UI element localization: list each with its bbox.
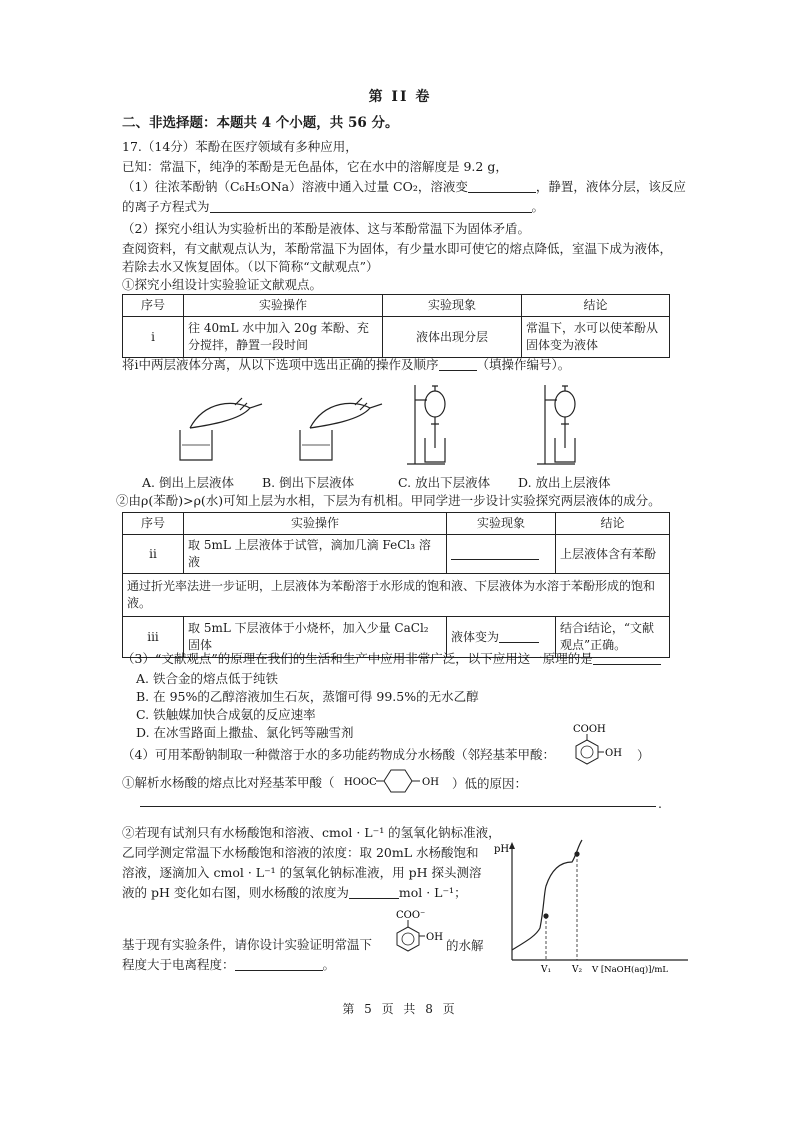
q17-part4-3-text-b: 的水解 — [446, 938, 484, 953]
option-d: D. 放出上层液体 — [518, 475, 611, 490]
answer-blank-hydrolysis[interactable] — [235, 957, 323, 971]
q17-part4-3-text-a: 基于现有实验条件，请你设计实验证明常温下 — [122, 937, 373, 952]
section-heading: 二、非选择题：本题共 4 个小题，共 56 分。 — [122, 115, 399, 131]
table-header-cell: 序号 — [123, 513, 184, 535]
choice-a: A. 铁合金的熔点低于纯铁 — [136, 671, 278, 686]
table-cell-op: 取 5mL 上层液体于试管，滴加几滴 FeCl₃ 溶液 — [184, 535, 447, 574]
table-cell-obs: 液体出现分层 — [383, 317, 522, 358]
q17-part4-2-c: 溶液，逐滴加入 cmol · L⁻¹ 的氢氧化钠标准液，用 pH 探头测溶 — [122, 865, 482, 880]
page-footer: 第 5 页 共 8 页 — [342, 1002, 458, 1016]
table-header-row — [123, 295, 670, 317]
q17-part4-2-text-d: 液的 pH 变化如右图，则水杨酸的浓度为 — [122, 885, 349, 900]
coo-label: COO⁻ — [396, 910, 426, 921]
beaker-pour-upper-icon — [180, 398, 262, 460]
q17-part4-2-text-e: mol · L⁻¹； — [398, 885, 467, 900]
table-cell-no: iii — [123, 617, 184, 658]
q17-part2-d: ①探究小组设计实验验证文献观点。 — [122, 277, 323, 292]
salicylic-acid-structure — [565, 722, 635, 768]
q17-part1-text-b: ，静置，液体分层，该反应 — [535, 179, 686, 194]
experiment-table-1 — [122, 294, 670, 358]
table-header-row — [123, 513, 670, 535]
q17-part2-b: 查阅资料，有文献观点认为，苯酚常温下为固体，有少量水即可使它的熔点降低，室温下成为液体， — [122, 241, 673, 256]
table-header-cell: 实验操作 — [184, 295, 383, 317]
q17-part4-2-b: 乙同学测定常温下水杨酸饱和溶液的浓度：取 20mL 水杨酸饱和 — [122, 845, 479, 860]
answer-blank-change[interactable] — [499, 629, 539, 643]
answer-blank-observation[interactable] — [451, 546, 539, 560]
benzene-ring-icon — [576, 740, 598, 764]
q17-part2-e: ②由ρ(苯酚)>ρ(水)可知上层为水相，下层为有机相。甲同学进一步设计实验探究两层液体的成分。 — [116, 493, 661, 508]
y-axis-arrow-icon — [509, 842, 515, 849]
q17-part1 — [122, 178, 720, 196]
oh-label: OH — [605, 748, 622, 759]
ph-titration-chart — [494, 838, 700, 978]
option-b: B. 倒出下层液体 — [262, 475, 355, 490]
oh-label: OH — [426, 932, 443, 943]
choice-c: C. 铁触媒加快合成氨的反应速率 — [136, 707, 316, 722]
q17-part1-text-c: 的离子方程式为 — [122, 199, 210, 214]
q17-part3-text: （3）“文献观点”的原理在我们的生活和生产中应用非常广泛，以下应用这一原理的是 — [122, 651, 593, 666]
table-row — [123, 317, 670, 358]
apparatus-figures — [150, 380, 650, 470]
separation-question — [122, 356, 720, 374]
tick-label-v1: V₁ — [541, 965, 552, 975]
table-header-cell: 实验现象 — [383, 295, 522, 317]
q17-part4-2-a: ②若现有试剂只有水杨酸饱和溶液、cmol · L⁻¹ 的氢氧化钠标准液， — [122, 825, 501, 840]
answer-blank-color[interactable] — [468, 179, 536, 193]
y-axis-label: pH — [494, 844, 510, 855]
option-c: C. 放出下层液体 — [398, 475, 491, 490]
q17-part4-3-text-c: 程度大于电离程度： — [122, 957, 235, 972]
q17-part4-text: （4）可用苯酚钠制取一种微溶于水的多功能药物成分水杨酸（邻羟基苯甲酸： — [122, 747, 555, 762]
answer-blank-order[interactable] — [439, 357, 477, 371]
separatory-funnel-c-icon — [407, 385, 445, 464]
separation-text-b: （填操作编号）。 — [476, 357, 571, 372]
q17-part2-c: 若除去水又恢复固体。（以下简称“文献观点”） — [122, 259, 379, 274]
page-title: 第 II 卷 — [368, 89, 432, 105]
table-header-cell: 实验现象 — [447, 513, 556, 535]
table-cell-con: 常温下，水可以使苯酚从固体变为液体 — [522, 317, 670, 358]
q17-part4-3-c: 程度大于电离程度： 。 — [122, 957, 336, 972]
p-hydroxybenzoic-acid-structure — [344, 766, 452, 796]
cooh-label: COOH — [573, 724, 606, 735]
q17-part4-end: ） — [637, 748, 650, 763]
table-cell-obs-text: 液体变为 — [451, 629, 500, 644]
q17-part3 — [122, 650, 720, 668]
separation-text-a: 将i中两层液体分离，从以下选项中选出正确的操作及顺序 — [122, 357, 439, 372]
table-cell-con: 结合i结论，“文献观点”正确。 — [556, 617, 670, 658]
separatory-funnel-d-icon — [537, 385, 575, 464]
table-cell-op: 取 5mL 下层液体于小烧杯，加入少量 CaCl₂ 固体 — [184, 617, 447, 658]
table-row-merged — [123, 574, 670, 617]
benzene-ring-icon — [384, 770, 412, 792]
hooc-label: HOOC — [344, 777, 377, 788]
q17-part1-equation: 的离子方程式为 。 — [122, 199, 545, 214]
ph-curve-series — [512, 840, 582, 950]
q17-part2-a: （2）探究小组认为实验析出的苯酚是液体、这与苯酚常温下为固体矛盾。 — [122, 221, 530, 236]
choice-b: B. 在 95%的乙醇溶液加生石灰，蒸馏可得 99.5%的无水乙醇 — [136, 689, 479, 704]
oh-label: OH — [422, 777, 439, 788]
tick-label-v2: V₂ — [572, 965, 583, 975]
table-cell-obs[interactable] — [447, 535, 556, 574]
answer-blank-concentration[interactable] — [349, 885, 399, 899]
answer-blank-equation[interactable] — [210, 199, 532, 213]
table-cell-no: i — [123, 317, 184, 358]
table-cell-no: ii — [123, 535, 184, 574]
x-axis-label: V [NaOH(aq)]/mL — [592, 965, 669, 975]
choice-d: D. 在冰雪路面上撒盐、氯化钙等融雪剂 — [136, 725, 354, 740]
table-cell-merged: 通过折光率法进一步证明，上层液体为苯酚溶于水形成的饱和液、下层液体为水溶于苯酚形成的饱和液。 — [123, 574, 670, 617]
q17-part4-1-text-a: ①解析水杨酸的熔点比对羟基苯甲酸（ — [122, 775, 335, 790]
table-header-cell: 结论 — [522, 295, 670, 317]
beaker-pour-lower-icon — [300, 398, 382, 460]
q17-part1-text-a: （1）往浓苯酚钠（C₆H₅ONa）溶液中通入过量 CO₂，溶液变 — [122, 179, 468, 194]
table-cell-con: 上层液体含有苯酚 — [556, 535, 670, 574]
answer-line-melting-point[interactable] — [140, 806, 656, 807]
answer-blank-application[interactable] — [593, 651, 661, 665]
experiment-table-2 — [122, 512, 670, 658]
benzene-ring-icon — [397, 927, 419, 951]
table-cell-op: 往 40mL 水中加入 20g 苯酚、充分搅拌，静置一段时间 — [184, 317, 383, 358]
q17-part4-1-text-b: ）低的原因： — [452, 776, 528, 791]
q17-known: 已知：常温下，纯净的苯酚是无色晶体，它在水中的溶解度是 9.2 g， — [122, 159, 508, 174]
option-a: A. 倒出上层液体 — [142, 475, 234, 490]
salicylate-structure — [386, 908, 446, 956]
table-row — [123, 535, 670, 574]
table-header-cell: 实验操作 — [184, 513, 447, 535]
q17-intro: 17.（14分）苯酚在医疗领域有多种应用， — [122, 139, 358, 154]
table-header-cell: 序号 — [123, 295, 184, 317]
table-header-cell: 结论 — [556, 513, 670, 535]
